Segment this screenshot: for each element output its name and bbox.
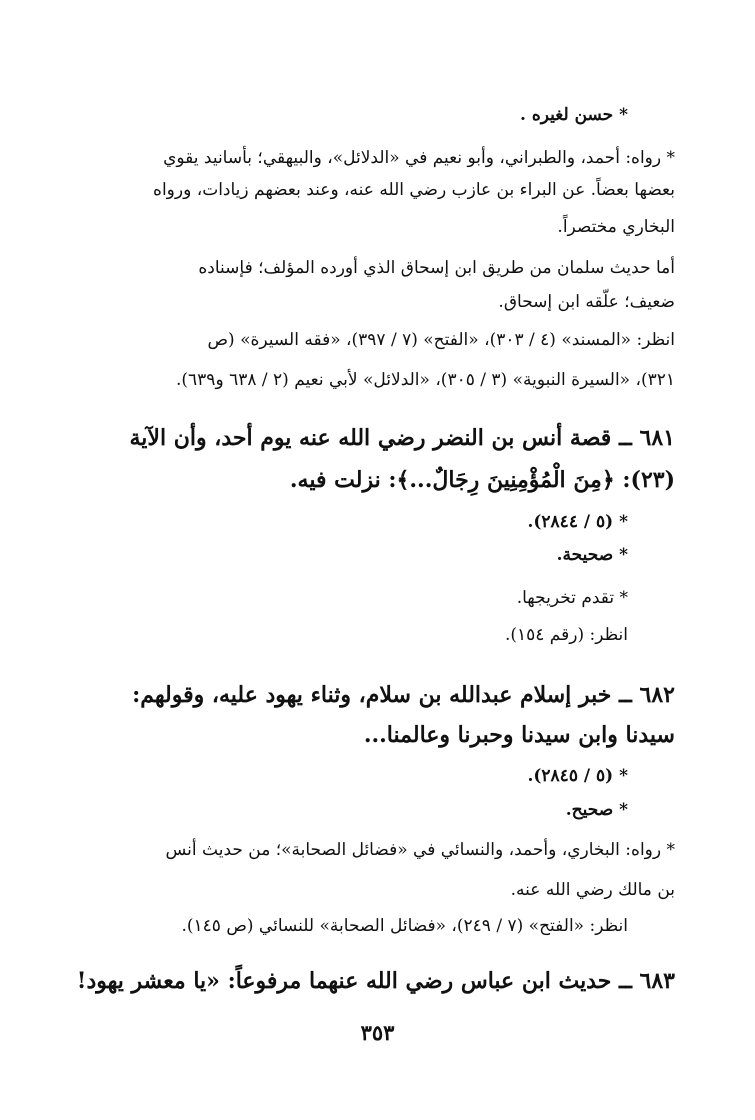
isnad-line: أما حديث سلمان من طريق ابن إسحاق الذي أورده المؤلف؛ فإسناده	[198, 258, 675, 278]
entry-682-heading: ٦٨٢ ــ خبر إسلام عبدالله بن سلام، وثناء يهود عليه، وقولهم:	[132, 682, 675, 708]
grade-line: * صحيحة.	[556, 545, 628, 565]
isnad-line: ضعيف؛ علّقه ابن إسحاق.	[498, 292, 675, 312]
grade-line: * حسن لغيره .	[520, 105, 628, 125]
volume-reference: * (٥ / ٢٨٤٥).	[527, 766, 628, 786]
takhrij-line: بعضها بعضاً. عن البراء بن عازب رضي الله عنه، وعند بعضهم زيادات، ورواه	[153, 180, 675, 200]
takhrij-line: * تقدم تخريجها.	[516, 588, 628, 608]
reference-line: انظر: «الفتح» (٧ / ٢٤٩)، «فضائل الصحابة» للنسائي (ص ١٤٥).	[181, 916, 628, 936]
reference-line: انظر: «المسند» (٤ / ٣٠٣)، «الفتح» (٧ / ٣٩٧)، «فقه السيرة» (ص	[207, 330, 675, 350]
entry-681-heading: ٦٨١ ــ قصة أنس بن النضر رضي الله عنه يوم أحد، وأن الآية	[129, 425, 675, 451]
entry-681-heading: (٢٣): ﴿مِنَ الْمُؤْمِنِينَ رِجَالٌ...﴾: نزلت فيه.	[289, 467, 675, 493]
takhrij-line: * رواه: أحمد، والطبراني، وأبو نعيم في «الدلائل»، والبيهقي؛ بأسانيد يقوي	[163, 148, 675, 168]
entry-682-heading: سيدنا وابن سيدنا وحبرنا وعالمنا...	[363, 722, 675, 748]
reference-line: انظر: (رقم ١٥٤).	[504, 625, 628, 645]
takhrij-line: * رواه: البخاري، وأحمد، والنسائي في «فضائل الصحابة»؛ من حديث أنس	[165, 840, 675, 860]
takhrij-line: بن مالك رضي الله عنه.	[510, 880, 675, 900]
entry-683-heading: ٦٨٣ ــ حديث ابن عباس رضي الله عنهما مرفوعاً: «يا معشر يهود!	[76, 968, 675, 994]
page-number: ٣٥٣	[360, 1020, 395, 1045]
volume-reference: * (٥ / ٢٨٤٤).	[527, 512, 628, 532]
grade-line: * صحيح.	[565, 800, 628, 820]
takhrij-line: البخاري مختصراً.	[557, 217, 675, 237]
reference-line: ٣٢١)، «السيرة النبوية» (٣ / ٣٠٥)، «الدلائل» لأبي نعيم (٢ / ٦٣٨ و٦٣٩).	[176, 370, 675, 390]
